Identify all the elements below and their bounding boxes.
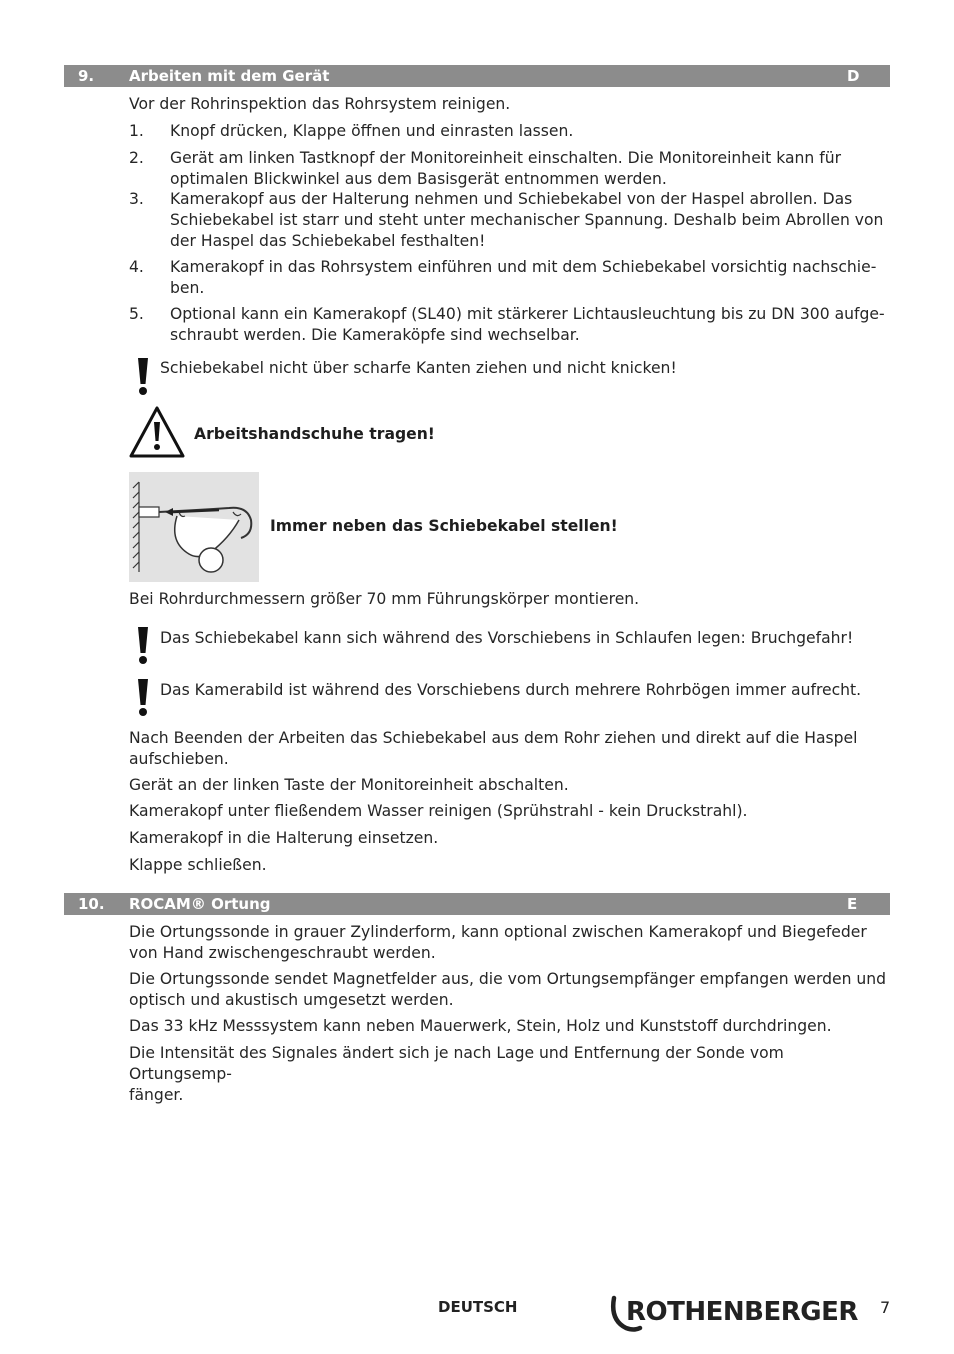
step-line: der Haspel das Schiebekabel festhalten! — [170, 232, 486, 250]
step-line: Kamerakopf in das Rohrsystem einführen und mit dem Schiebekabel vorsichtig nachschie- — [170, 258, 877, 276]
step-text — [170, 189, 892, 252]
step-line: Kamerakopf aus der Halterung nehmen und Schiebekabel von der Haspel abrollen. Das — [170, 190, 853, 208]
safety-illustration — [129, 472, 259, 582]
step-number: 5. — [129, 305, 144, 323]
notice-text: Das Kamerabild ist während des Vorschiebens durch mehrere Rohrbögen immer aufrecht. — [160, 681, 862, 699]
after-paragraph — [129, 728, 891, 770]
exclamation-icon — [136, 677, 150, 717]
step-line: Schiebekabel ist starr und steht unter mechanischer Spannung. Deshalb beim Abrollen von — [170, 211, 884, 229]
para-line: Die Ortungssonde sendet Magnetfelder aus, die vom Ortungsempfänger empfangen werden und — [129, 970, 887, 988]
warning-triangle-icon — [128, 405, 186, 459]
section-letter: E — [847, 895, 858, 913]
section-9-header — [64, 65, 890, 87]
step-line: ben. — [170, 279, 205, 297]
after-paragraph: Gerät an der linken Taste der Monitoreinheit abschalten. — [129, 776, 569, 794]
guide-text: Bei Rohrdurchmessern größer 70 mm Führungskörper montieren. — [129, 590, 640, 608]
after-paragraph: Klappe schließen. — [129, 856, 267, 874]
para-line: fänger. — [129, 1086, 184, 1104]
section10-paragraph — [129, 969, 891, 1011]
section-number: 9. — [78, 67, 95, 85]
step-number: 4. — [129, 258, 144, 276]
step-number: 2. — [129, 149, 144, 167]
section-title: ROCAM® Ortung — [129, 895, 271, 913]
step-line: Knopf drücken, Klappe öffnen und einrasten lassen. — [170, 122, 574, 140]
step-number: 1. — [129, 122, 144, 140]
footer-language: DEUTSCH — [438, 1298, 518, 1316]
para-line: optisch und akustisch umgesetzt werden. — [129, 991, 454, 1009]
para-line: von Hand zwischengeschraubt werden. — [129, 944, 436, 962]
section-title: Arbeiten mit dem Gerät — [129, 67, 330, 85]
section10-paragraph: Das 33 kHz Messsystem kann neben Mauerwerk, Stein, Holz und Kunststoff durchdringen. — [129, 1017, 832, 1035]
section10-paragraph — [129, 1043, 891, 1106]
after-paragraph: Kamerakopf in die Halterung einsetzen. — [129, 829, 439, 847]
page-number: 7 — [880, 1298, 891, 1317]
section-10-header — [64, 893, 890, 915]
section-number: 10. — [78, 895, 105, 913]
brand-logo — [608, 1294, 856, 1334]
step-text — [170, 257, 892, 299]
step-line: schraubt werden. Die Kameraköpfe sind wechselbar. — [170, 326, 580, 344]
step-number: 3. — [129, 190, 144, 208]
brand-name: ROTHENBERGER — [626, 1297, 858, 1327]
step-line: optimalen Blickwinkel aus dem Basisgerät entnommen werden. — [170, 170, 667, 188]
step-text — [170, 121, 892, 142]
exclamation-icon — [136, 625, 150, 665]
notice-text: Das Schiebekabel kann sich während des Vorschiebens in Schlaufen legen: Bruchgefahr! — [160, 629, 854, 647]
exclamation-icon — [136, 356, 150, 396]
step-text — [170, 148, 892, 190]
notice-text: Schiebekabel nicht über scharfe Kanten ziehen und nicht knicken! — [160, 359, 677, 377]
step-line: Optional kann ein Kamerakopf (SL40) mit stärkerer Lichtausleuchtung bis zu DN 300 aufge- — [170, 305, 885, 323]
step-line: Gerät am linken Tastknopf der Monitoreinheit einschalten. Die Monitoreinheit kann für — [170, 149, 842, 167]
after-line: aufschieben. — [129, 750, 229, 768]
para-line: Die Ortungssonde in grauer Zylinderform, kann optional zwischen Kamerakopf und Biegefeder — [129, 923, 867, 941]
warning-gloves-text: Arbeitshandschuhe tragen! — [194, 425, 435, 443]
warning-stand-text: Immer neben das Schiebekabel stellen! — [270, 517, 618, 535]
para-line: Die Intensität des Signales ändert sich je nach Lage und Entfernung der Sonde vom Ortungsemp- — [129, 1044, 784, 1083]
intro-text: Vor der Rohrinspektion das Rohrsystem reinigen. — [129, 95, 511, 113]
section10-paragraph — [129, 922, 891, 964]
after-paragraph: Kamerakopf unter fließendem Wasser reinigen (Sprühstrahl - kein Druckstrahl). — [129, 802, 748, 820]
after-line: Nach Beenden der Arbeiten das Schiebekabel aus dem Rohr ziehen und direkt auf die Haspel — [129, 729, 858, 747]
step-text — [170, 304, 892, 346]
section-letter: D — [847, 67, 860, 85]
